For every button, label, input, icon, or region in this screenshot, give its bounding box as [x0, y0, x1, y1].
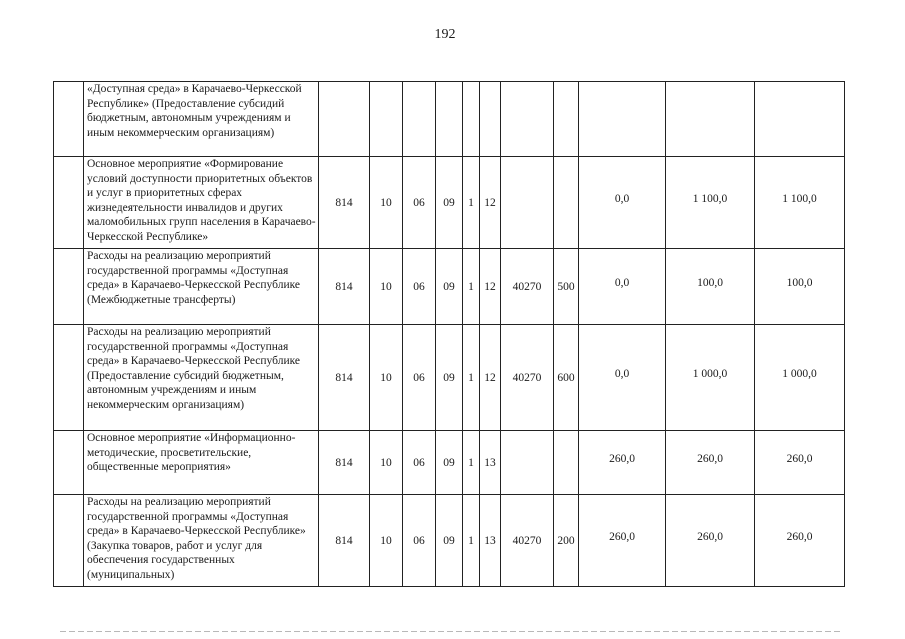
vr-cell — [554, 157, 579, 249]
rz-cell: 10 — [370, 431, 403, 495]
csr-subprogram-cell — [463, 82, 480, 157]
csr-program-cell — [436, 82, 463, 157]
csr-subprogram-cell: 1 — [463, 495, 480, 587]
grbs-cell: 814 — [319, 157, 370, 249]
index-cell — [54, 495, 84, 587]
csr-event-cell: 13 — [480, 431, 501, 495]
vr-cell — [554, 431, 579, 495]
grbs-cell: 814 — [319, 325, 370, 431]
table-row — [54, 157, 845, 249]
csr-subprogram-cell: 1 — [463, 431, 480, 495]
table-row — [54, 325, 845, 431]
vr-cell: 200 — [554, 495, 579, 587]
table-row — [54, 431, 845, 495]
pr-cell: 06 — [403, 325, 436, 431]
csr-program-cell: 09 — [436, 249, 463, 325]
pr-cell: 06 — [403, 431, 436, 495]
csr-program-cell: 09 — [436, 495, 463, 587]
value-2-cell: 260,0 — [666, 431, 755, 495]
csr-direction-cell — [501, 82, 554, 157]
value-2-cell: 260,0 — [666, 495, 755, 587]
row-name: «Доступная среда» в Карачаево-Черкесской Республике» (Предоставление субсидий бюджетным, автономным учреждениям и иным некоммерческим организациям) — [84, 82, 319, 157]
rz-cell: 10 — [370, 495, 403, 587]
budget-table — [53, 81, 845, 587]
grbs-cell: 814 — [319, 431, 370, 495]
index-cell — [54, 325, 84, 431]
index-cell — [54, 157, 84, 249]
row-name: Основное мероприятие «Информационно-методические, просветительские, общественные мероприятия» — [84, 431, 319, 495]
csr-direction-cell — [501, 431, 554, 495]
row-name: Расходы на реализацию мероприятий государственной программы «Доступная среда» в Карачаево-Черкесской Республике» (Закупка товаров, работ и услуг для обеспечения государственных (муниципальных) — [84, 495, 319, 587]
page-number: 192 — [434, 27, 456, 42]
value-3-cell: 100,0 — [755, 249, 845, 325]
value-1-cell: 0,0 — [579, 157, 666, 249]
value-1-cell: 260,0 — [579, 431, 666, 495]
csr-subprogram-cell: 1 — [463, 249, 480, 325]
value-1-cell: 0,0 — [579, 325, 666, 431]
table-row — [54, 82, 845, 157]
vr-cell: 600 — [554, 325, 579, 431]
csr-direction-cell: 40270 — [501, 495, 554, 587]
index-cell — [54, 249, 84, 325]
grbs-cell: 814 — [319, 495, 370, 587]
value-3-cell — [755, 82, 845, 157]
pr-cell — [403, 82, 436, 157]
pr-cell: 06 — [403, 495, 436, 587]
row-name: Расходы на реализацию мероприятий государственной программы «Доступная среда» в Карачаево-Черкесской Республике (Межбюджетные трансферты) — [84, 249, 319, 325]
value-2-cell — [666, 82, 755, 157]
value-1-cell: 260,0 — [579, 495, 666, 587]
value-3-cell: 260,0 — [755, 431, 845, 495]
value-3-cell: 1 100,0 — [755, 157, 845, 249]
vr-cell — [554, 82, 579, 157]
csr-subprogram-cell: 1 — [463, 157, 480, 249]
value-2-cell: 100,0 — [666, 249, 755, 325]
value-3-cell: 260,0 — [755, 495, 845, 587]
grbs-cell — [319, 82, 370, 157]
csr-program-cell: 09 — [436, 431, 463, 495]
grbs-cell: 814 — [319, 249, 370, 325]
csr-direction-cell: 40270 — [501, 249, 554, 325]
csr-event-cell: 13 — [480, 495, 501, 587]
value-2-cell: 1 000,0 — [666, 325, 755, 431]
index-cell — [54, 431, 84, 495]
table-row — [54, 249, 845, 325]
csr-direction-cell — [501, 157, 554, 249]
rz-cell — [370, 82, 403, 157]
vr-cell: 500 — [554, 249, 579, 325]
table-row — [54, 495, 845, 587]
csr-subprogram-cell: 1 — [463, 325, 480, 431]
value-1-cell: 0,0 — [579, 249, 666, 325]
value-1-cell — [579, 82, 666, 157]
value-2-cell: 1 100,0 — [666, 157, 755, 249]
csr-program-cell: 09 — [436, 325, 463, 431]
row-name: Расходы на реализацию мероприятий государственной программы «Доступная среда» в Карачаево-Черкесской Республике (Предоставление субсидий бюджетным, автономным учреждениям и иным некоммерческим организациям) — [84, 325, 319, 431]
row-name: Основное мероприятие «Формирование условий доступности приоритетных объектов и услуг в приоритетных сферах жизнедеятельности инвалидов и других маломобильных групп населения в Карачаево-Черкесской Республике» — [84, 157, 319, 249]
csr-direction-cell: 40270 — [501, 325, 554, 431]
pr-cell: 06 — [403, 249, 436, 325]
csr-event-cell: 12 — [480, 157, 501, 249]
index-cell — [54, 82, 84, 157]
csr-event-cell — [480, 82, 501, 157]
rz-cell: 10 — [370, 325, 403, 431]
pr-cell: 06 — [403, 157, 436, 249]
csr-event-cell: 12 — [480, 249, 501, 325]
rz-cell: 10 — [370, 157, 403, 249]
csr-program-cell: 09 — [436, 157, 463, 249]
value-3-cell: 1 000,0 — [755, 325, 845, 431]
rz-cell: 10 — [370, 249, 403, 325]
csr-event-cell: 12 — [480, 325, 501, 431]
scan-artifact-line — [60, 631, 840, 632]
